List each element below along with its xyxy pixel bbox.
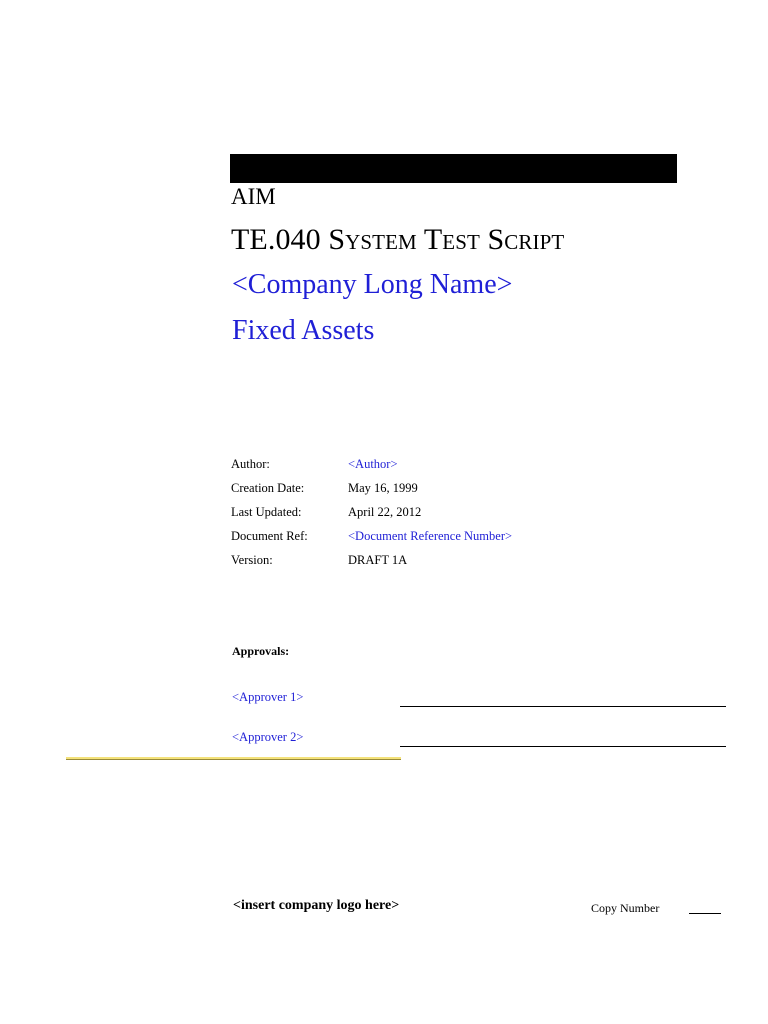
approver-2-name: <Approver 2>	[232, 730, 304, 744]
metadata-label: Document Ref:	[231, 528, 308, 543]
document-metadata	[231, 452, 631, 572]
metadata-row-last-updated	[231, 500, 631, 524]
metadata-value: <Author>	[348, 456, 398, 471]
metadata-value: DRAFT 1A	[348, 552, 408, 567]
header-black-bar	[230, 154, 677, 183]
copy-number-label: Copy Number	[591, 901, 660, 915]
document-title: TE.040 System Test Script	[231, 223, 565, 256]
company-name: <Company Long Name>	[232, 269, 513, 300]
metadata-value: April 22, 2012	[348, 504, 422, 519]
yellow-divider-rule	[66, 757, 401, 760]
metadata-row-version	[231, 548, 631, 572]
metadata-row-author	[231, 452, 631, 476]
metadata-label: Author:	[231, 456, 270, 471]
copy-number-line	[689, 913, 721, 914]
metadata-value: <Document Reference Number>	[348, 528, 513, 543]
metadata-row-document-ref	[231, 524, 631, 548]
approvals-heading: Approvals:	[232, 644, 290, 658]
product-name: AIM	[231, 184, 276, 209]
metadata-label: Last Updated:	[231, 504, 302, 519]
metadata-value: May 16, 1999	[348, 480, 418, 495]
company-logo-placeholder: <insert company logo here>	[233, 898, 400, 913]
approver-1-signature-line	[400, 706, 726, 707]
approver-2-signature-line	[400, 746, 726, 747]
approver-1-name: <Approver 1>	[232, 690, 304, 704]
metadata-label: Version:	[231, 552, 273, 567]
metadata-row-creation-date	[231, 476, 631, 500]
module-name: Fixed Assets	[232, 315, 375, 346]
metadata-label: Creation Date:	[231, 480, 305, 495]
